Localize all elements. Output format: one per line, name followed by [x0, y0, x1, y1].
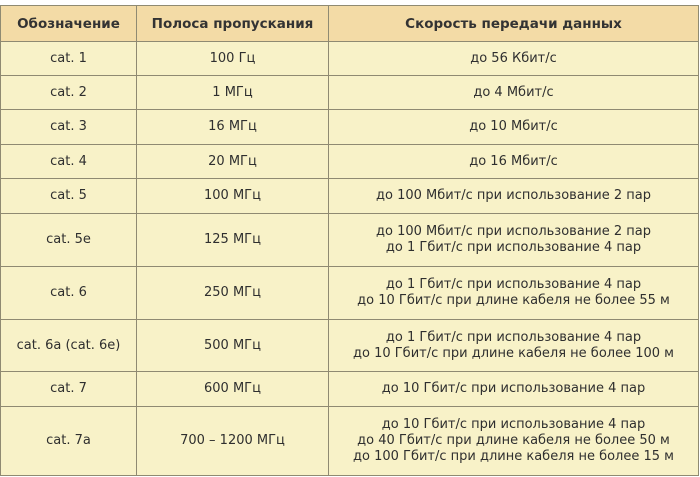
speed-line: до 100 Гбит/с при длине кабеля не более 15 м — [353, 449, 674, 464]
speed-line: до 100 Мбит/с при использование 2 пар — [376, 188, 651, 203]
header-speed: Скорость передачи данных — [329, 6, 699, 42]
cell-designation: cat. 3 — [1, 110, 137, 145]
speed-line: до 1 Гбит/с при использование 4 пар — [385, 277, 642, 292]
table-row — [1, 320, 699, 372]
table-row — [1, 407, 699, 476]
cell-speed — [329, 76, 699, 110]
table-row — [1, 214, 699, 267]
cell-speed — [329, 372, 699, 407]
cable-category-table — [0, 5, 699, 476]
speed-line: до 10 Гбит/с при использование 4 пар — [381, 381, 646, 396]
cell-speed — [329, 179, 699, 214]
table-row — [1, 372, 699, 407]
cell-speed — [329, 42, 699, 76]
cell-designation: cat. 7 — [1, 372, 137, 407]
cell-designation: cat. 5 — [1, 179, 137, 214]
table-row — [1, 76, 699, 110]
cell-speed — [329, 407, 699, 476]
speed-line: до 40 Гбит/с при длине кабеля не более 50 м — [357, 433, 670, 448]
header-designation: Обозначение — [1, 6, 137, 42]
cell-bandwidth: 16 МГц — [137, 110, 329, 145]
cell-designation: cat. 7a — [1, 407, 137, 476]
speed-line: до 1 Гбит/с при использование 4 пар — [385, 329, 642, 345]
cell-bandwidth: 125 МГц — [137, 214, 329, 267]
speed-line: до 4 Мбит/с — [473, 84, 554, 100]
cell-speed — [329, 214, 699, 267]
cell-designation: cat. 1 — [1, 42, 137, 76]
table-row — [1, 110, 699, 145]
table-row — [1, 267, 699, 320]
speed-line: до 10 Гбит/с при длине кабеля не более 100 м — [353, 345, 674, 361]
table-header-row — [1, 6, 699, 42]
header-bandwidth: Полоса пропускания — [137, 6, 329, 42]
speed-line: до 56 Кбит/с — [470, 50, 557, 66]
cell-bandwidth: 700 – 1200 МГц — [137, 407, 329, 476]
speed-line: до 16 Мбит/с — [469, 153, 558, 169]
cell-designation: cat. 5e — [1, 214, 137, 267]
cell-designation: cat. 4 — [1, 145, 137, 179]
cell-bandwidth: 20 МГц — [137, 145, 329, 179]
cell-speed — [329, 267, 699, 320]
cell-bandwidth: 100 МГц — [137, 179, 329, 214]
cell-speed — [329, 145, 699, 179]
cell-bandwidth: 600 МГц — [137, 372, 329, 407]
table-row — [1, 179, 699, 214]
speed-line: до 10 Гбит/с при использование 4 пар — [381, 417, 646, 432]
cell-bandwidth: 100 Гц — [137, 42, 329, 76]
cell-speed — [329, 110, 699, 145]
speed-line: до 1 Гбит/с при использование 4 пар — [385, 240, 642, 255]
cell-bandwidth: 1 МГц — [137, 76, 329, 110]
speed-line: до 10 Гбит/с при длине кабеля не более 55 м — [357, 293, 670, 308]
speed-line: до 10 Мбит/с — [469, 119, 558, 134]
table-row — [1, 145, 699, 179]
cell-designation: cat. 6a (cat. 6e) — [1, 320, 137, 372]
cell-designation: cat. 2 — [1, 76, 137, 110]
cell-bandwidth: 250 МГц — [137, 267, 329, 320]
cell-speed — [329, 320, 699, 372]
cell-bandwidth: 500 МГц — [137, 320, 329, 372]
table-row — [1, 42, 699, 76]
cell-designation: cat. 6 — [1, 267, 137, 320]
speed-line: до 100 Мбит/с при использование 2 пар — [376, 224, 651, 239]
